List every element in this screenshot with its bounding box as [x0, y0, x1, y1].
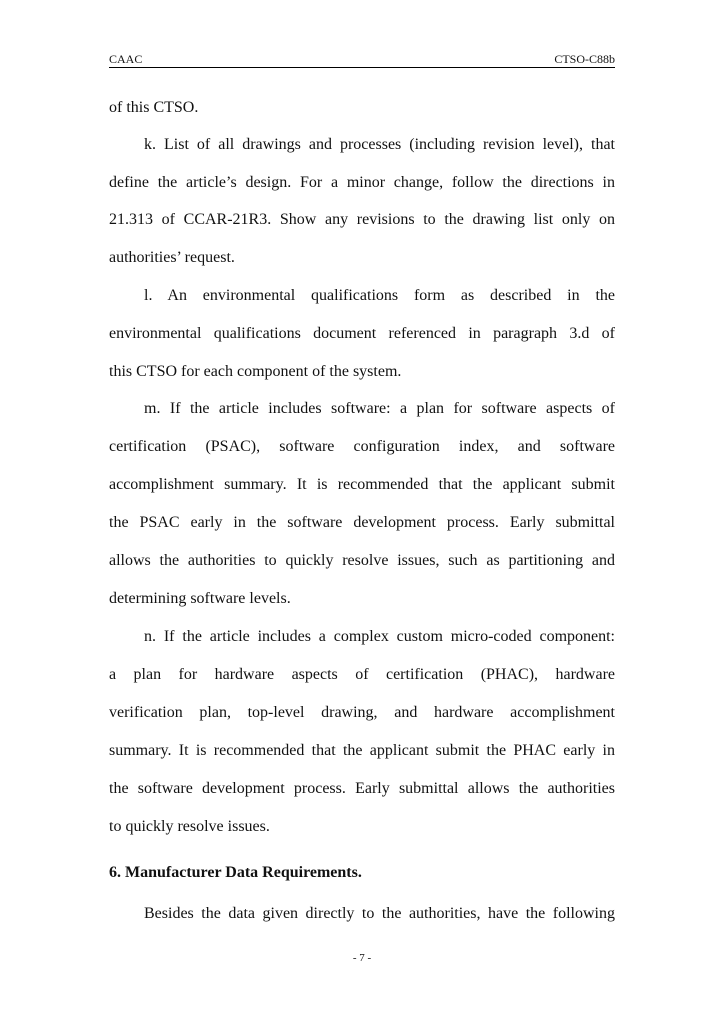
text-line: k. List of all drawings and processes (including revision level), that — [144, 136, 615, 153]
page-number: - 7 - — [352, 952, 372, 964]
text-line: 21.313 of CCAR-21R3. Show any revisions to the drawing list only on — [109, 211, 615, 228]
text-line: accomplishment summary. It is recommended that the applicant submit — [109, 476, 615, 493]
text-line: determining software levels. — [109, 590, 291, 607]
text-line: certification (PSAC), software configuration index, and software — [109, 438, 615, 455]
text-line: of this CTSO. — [109, 99, 199, 116]
text-line: summary. It is recommended that the applicant submit the PHAC early in — [109, 742, 615, 759]
text-line: define the article’s design. For a minor change, follow the directions in — [109, 174, 615, 191]
section-heading: 6. Manufacturer Data Requirements. — [109, 864, 362, 881]
text-line: m. If the article includes software: a plan for software aspects of — [144, 400, 615, 417]
header-rule — [109, 67, 615, 68]
text-line: the PSAC early in the software development process. Early submittal — [109, 514, 615, 531]
text-line: l. An environmental qualifications form as described in the — [144, 287, 615, 304]
text-line: Besides the data given directly to the authorities, have the following — [144, 905, 615, 922]
text-line: the software development process. Early submittal allows the authorities — [109, 780, 615, 797]
text-line: a plan for hardware aspects of certification (PHAC), hardware — [109, 666, 615, 683]
text-line: to quickly resolve issues. — [109, 818, 270, 835]
text-line: verification plan, top-level drawing, and hardware accomplishment — [109, 704, 615, 721]
text-line: authorities’ request. — [109, 249, 235, 266]
text-line: n. If the article includes a complex custom micro-coded component: — [144, 628, 615, 645]
page-header — [109, 52, 615, 67]
header-right: CTSO-C88b — [554, 52, 615, 66]
text-line: allows the authorities to quickly resolve issues, such as partitioning and — [109, 552, 615, 569]
text-line: environmental qualifications document referenced in paragraph 3.d of — [109, 325, 615, 342]
text-line: this CTSO for each component of the system. — [109, 363, 402, 380]
header-left: CAAC — [109, 52, 143, 66]
